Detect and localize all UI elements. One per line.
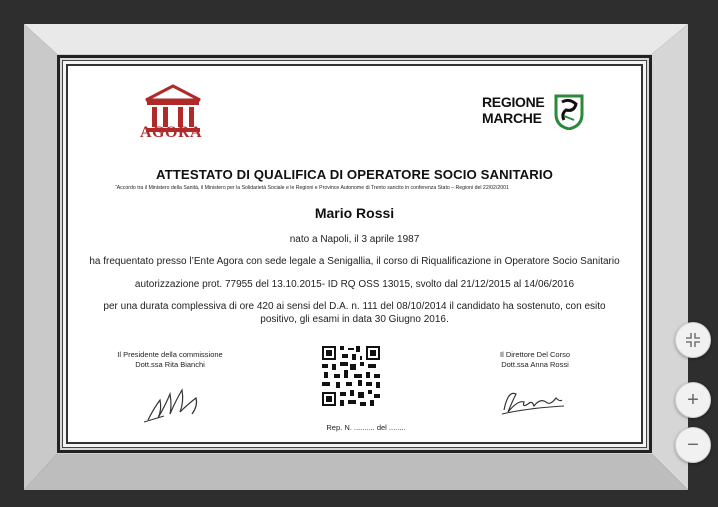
right-signatory-name: Dott.ssa Anna Rossi [501, 360, 569, 369]
certificate-subtitle: “Accordo tra il Ministero della Sanità, il Ministero per la Solidarietà Sociale e le Regioni e Province Autonome di Trento sancito in conferenza Stato – Regioni del 22/02/2001 [115, 185, 509, 191]
regione-marche-emblem-icon [554, 94, 584, 130]
left-signatory-name: Dott.ssa Rita Bianchi [135, 360, 205, 369]
collapse-arrows-icon [684, 331, 702, 349]
duration-line-2: positivo, gli esami in data 30 Giugno 2016. [260, 314, 449, 325]
authorization-line: autorizzazione prot. 77955 del 13.10.2015- ID RQ OSS 13015, svolto dal 21/12/2015 al 14/06/2016 [134, 279, 575, 290]
zoom-in-button[interactable]: + [675, 382, 711, 418]
qr-code-icon [320, 344, 382, 408]
left-signature-icon [140, 380, 210, 425]
right-signatory-role: Il Direttore Del Corso [499, 350, 571, 359]
duration-line-1: per una durata complessiva di ore 420 ai sensi del D.A. n. 111 del 08/10/2014 il candidato ha sostenuto, con esito [103, 301, 606, 312]
certificate-title: ATTESTATO DI QUALIFICA DI OPERATORE SOCIO SANITARIO [155, 167, 554, 182]
zoom-out-button[interactable]: − [675, 427, 711, 463]
left-signatory-role: Il Presidente della commissione [117, 350, 223, 359]
right-signature-icon [498, 380, 568, 420]
course-line: ha frequentato presso l’Ente Agora con sede legale a Senigallia, il corso di Riqualificazione in Operatore Socio Sanitario [89, 256, 620, 267]
rep-number-line: Rep. N. .......... del ........ [326, 423, 406, 432]
fit-to-screen-button[interactable] [675, 322, 711, 358]
regione-logo-text: REGIONE MARCHE [482, 94, 545, 126]
agora-logo-text: AGORA [140, 124, 203, 141]
regione-marche-logo [482, 94, 592, 134]
birth-line: nato a Napoli, il 3 aprile 1987 [289, 234, 420, 245]
recipient-name: Mario Rossi [314, 205, 395, 221]
certificate-paper [70, 68, 639, 440]
